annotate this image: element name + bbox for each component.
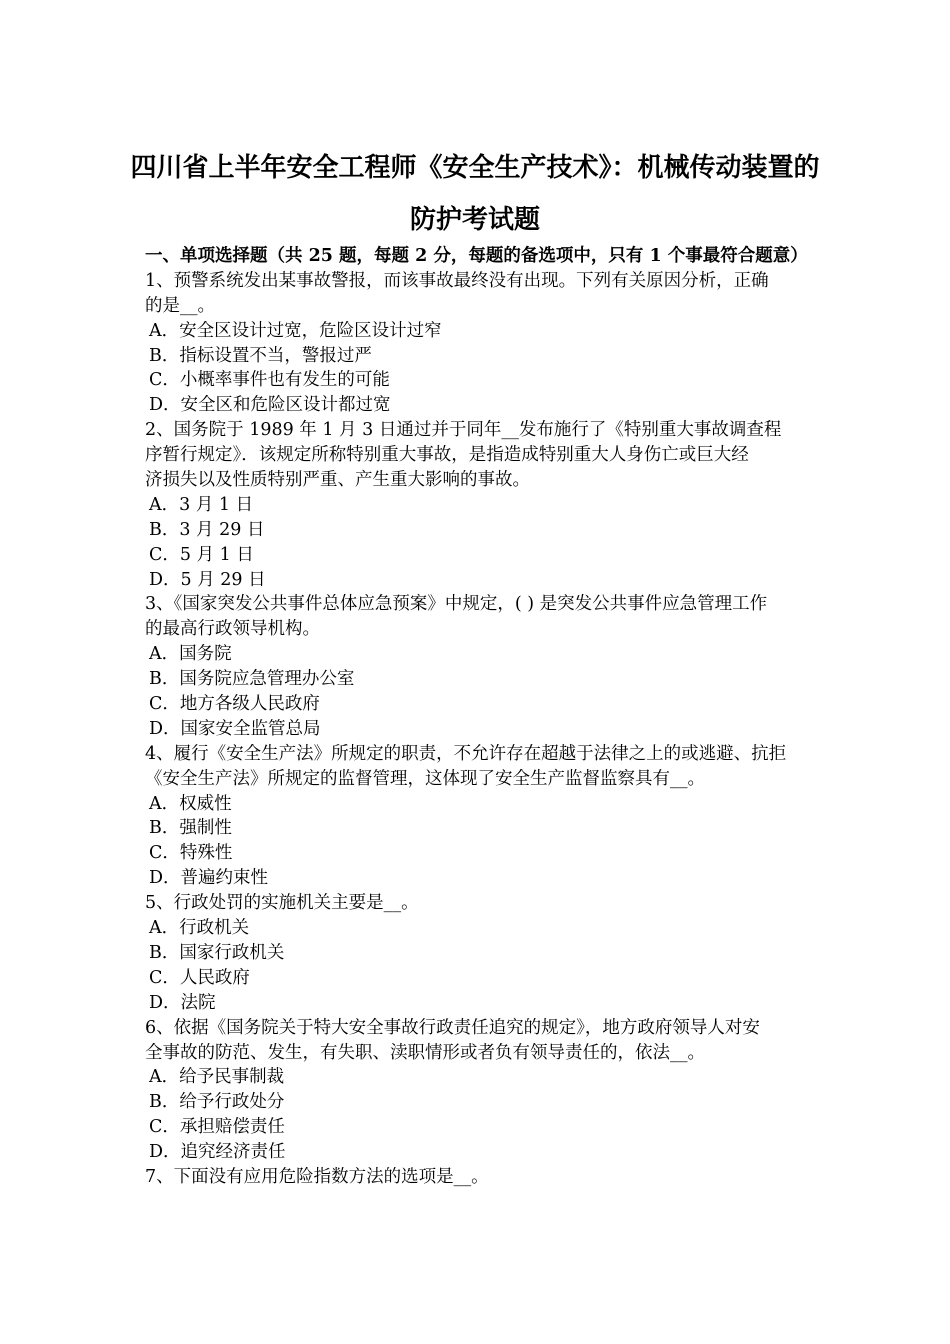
answer-option-c: C．承担赔偿责任	[149, 1117, 285, 1138]
question-stem-line: 全事故的防范、发生，有失职、渎职情形或者负有领导责任的，依法__。	[145, 1042, 705, 1063]
question-stem-line: 1、预警系统发出某事故警报，而该事故最终没有出现。下列有关原因分析，正确	[145, 270, 769, 291]
question-stem-line: 的最高行政领导机构。	[145, 619, 320, 640]
answer-option-c: C．特殊性	[149, 843, 233, 864]
answer-option-b: B．指标设置不当，警报过严	[149, 345, 372, 366]
question-stem-line: 济损失以及性质特别严重、产生重大影响的事故。	[145, 470, 530, 491]
document-title-line-1: 四川省上半年安全工程师《安全生产技术》：机械传动装置的	[130, 153, 820, 183]
answer-option-a: A．行政机关	[149, 918, 250, 939]
question-7	[145, 1165, 810, 1190]
question-2	[145, 418, 810, 592]
question-stem-line: 3、《国家突发公共事件总体应急预案》中规定，( ) 是突发公共事件应急管理工作	[145, 594, 768, 615]
section-heading: 一、单项选择题（共 25 题，每题 2 分，每题的备选项中，只有 1 个事最符合题意）	[145, 246, 808, 266]
answer-option-a: A．权威性	[149, 793, 232, 814]
answer-option-d: D．法院	[149, 992, 216, 1013]
question-stem-line: 的是__。	[145, 295, 215, 316]
answer-option-a: A．国务院	[149, 644, 232, 665]
answer-option-a: A．3 月 1 日	[149, 494, 254, 515]
answer-option-c: C．5 月 1 日	[149, 544, 254, 565]
answer-option-d: D．国家安全监管总局	[149, 718, 321, 739]
answer-option-d: D．追究经济责任	[149, 1142, 286, 1163]
question-stem-line: 6、依据《国务院关于特大安全事故行政责任追究的规定》，地方政府领导人对安	[145, 1017, 760, 1038]
answer-option-b: B．强制性	[149, 818, 232, 839]
answer-option-d: D．普遍约束性	[149, 868, 269, 889]
question-3	[145, 592, 810, 741]
answer-option-d: D．安全区和危险区设计都过宽	[149, 395, 391, 416]
answer-option-a: A．给予民事制裁	[149, 1067, 285, 1088]
question-stem-line: 《安全生产法》所规定的监督管理，这体现了安全生产监督监察具有__。	[145, 768, 705, 789]
answer-option-b: B．3 月 29 日	[149, 519, 265, 540]
answer-option-c: C．人民政府	[149, 967, 250, 988]
question-1	[145, 269, 810, 418]
document-body	[145, 244, 810, 1190]
question-stem-line: 7、下面没有应用危险指数方法的选项是__。	[145, 1166, 489, 1187]
answer-option-b: B．给予行政处分	[149, 1092, 285, 1113]
answer-option-b: B．国家行政机关	[149, 942, 285, 963]
answer-option-c: C．小概率事件也有发生的可能	[149, 370, 390, 391]
question-6	[145, 1016, 810, 1165]
answer-option-a: A．安全区设计过宽，危险区设计过窄	[149, 320, 442, 341]
answer-option-d: D．5 月 29 日	[149, 569, 266, 590]
answer-option-b: B．国务院应急管理办公室	[149, 669, 355, 690]
answer-option-c: C．地方各级人民政府	[149, 694, 320, 715]
question-stem-line: 2、国务院于 1989 年 1 月 3 日通过并于同年__发布施行了《特别重大事故调查程	[145, 420, 782, 441]
question-4	[145, 742, 810, 891]
question-stem-line: 5、行政处罚的实施机关主要是__。	[145, 893, 419, 914]
document-title-line-2: 防护考试题	[409, 205, 540, 235]
question-stem-line: 4、履行《安全生产法》所规定的职责，不允许存在超越于法律之上的或逃避、抗拒	[145, 743, 787, 764]
question-5	[145, 891, 810, 1015]
question-stem-line: 序暂行规定》．该规定所称特别重大事故，是指造成特别重大人身伤亡或巨大经	[145, 445, 749, 466]
